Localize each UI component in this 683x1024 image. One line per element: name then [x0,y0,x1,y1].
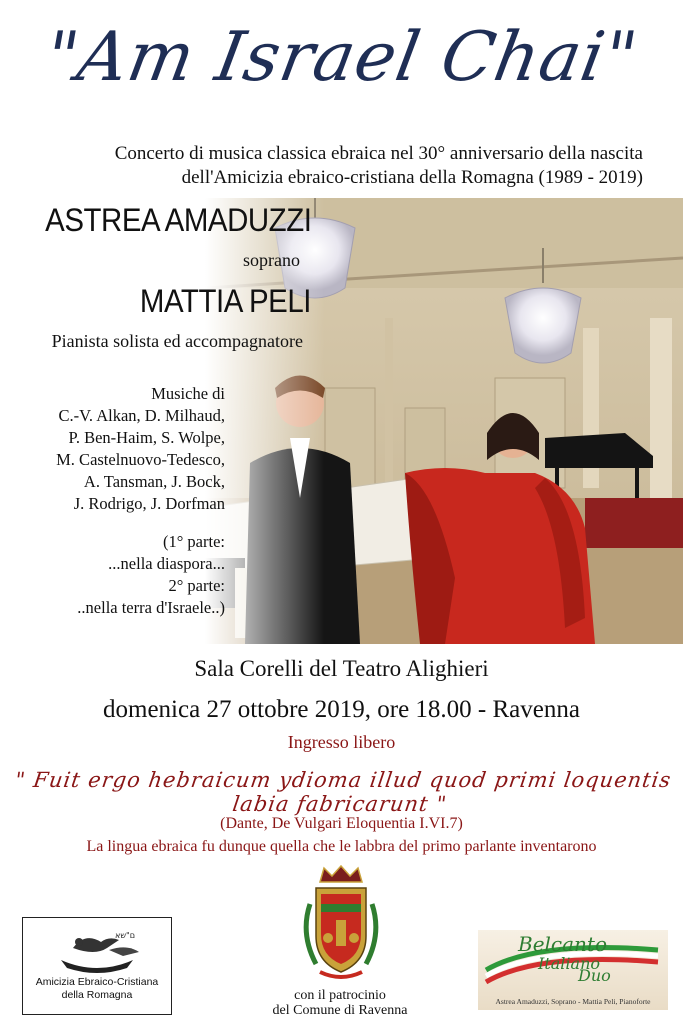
patronage-line-2: del Comune di Ravenna [272,1003,408,1018]
program-line: C.-V. Alkan, D. Milhaud, [58,406,225,425]
part-line: ...nella diaspora... [108,554,225,573]
singer-role: soprano [243,250,300,270]
program-line: P. Ben-Haim, S. Wolpe, [68,428,225,447]
amicizia-logo [22,917,172,1015]
program-line: J. Rodrigo, J. Dorfman [73,494,225,513]
part-line: 2° parte: [168,576,225,595]
concert-subtitle [43,142,643,190]
duo-word: Duo [578,966,611,985]
italiano-word: Italiano [538,954,600,973]
belcanto-credit: Astrea Amaduzzi, Soprano - Mattia Peli, Pianoforte [495,997,651,1006]
subtitle-line-1: Concerto di musica classica ebraica nel 30° anniversario della nascita [114,143,643,164]
event-venue: Sala Corelli del Teatro Alighieri [194,656,489,681]
belcanto-duo-logo [478,930,668,1010]
pianist-role: Pianista solista ed accompagnatore [51,331,303,351]
org-hebrew-text: ם"שא [115,931,136,940]
patronage-line-1: con il patrocinio [294,988,386,1003]
singer-name: ASTREA AMADUZZI [44,202,311,238]
program-line: Musiche di [151,384,225,403]
event-date: domenica 27 ottobre 2019, ore 18.00 - Ravenna [103,696,580,723]
program-parts [77,531,225,619]
pianist-name: MATTIA PELI [139,283,311,319]
org-name-line-1: Amicizia Ebraico-Cristiana [35,976,159,988]
program-line: A. Tansman, J. Bock, [83,472,225,491]
org-name-line-2: della Romagna [61,989,133,1001]
belcanto-word: Belcanto [518,932,608,956]
entry-info: Ingresso libero [287,732,396,752]
part-line: (1° parte: [162,532,225,551]
poster-title: "Am Israel Chai" [39,18,644,97]
dante-quote: " Fuit ergo hebraicum ydioma illud quod primi loquentis labia fabricarunt " [13,768,673,816]
program-composers [56,383,225,515]
quote-citation: (Dante, De Vulgari Eloquentia I.VI.7) [220,815,463,832]
patronage-text [250,988,430,1018]
dove-ark-logo-icon [23,918,171,974]
part-line: ..nella terra d'Israele..) [77,598,225,617]
program-line: M. Castelnuovo-Tedesco, [56,450,225,469]
quote-translation: La lingua ebraica fu dunque quella che le labbra del primo parlante inventarono [86,838,597,855]
subtitle-line-2: dell'Amicizia ebraico-cristiana della Romagna (1989 - 2019) [181,167,643,188]
ravenna-crest [298,864,384,989]
ravenna-crest-icon [298,864,384,984]
